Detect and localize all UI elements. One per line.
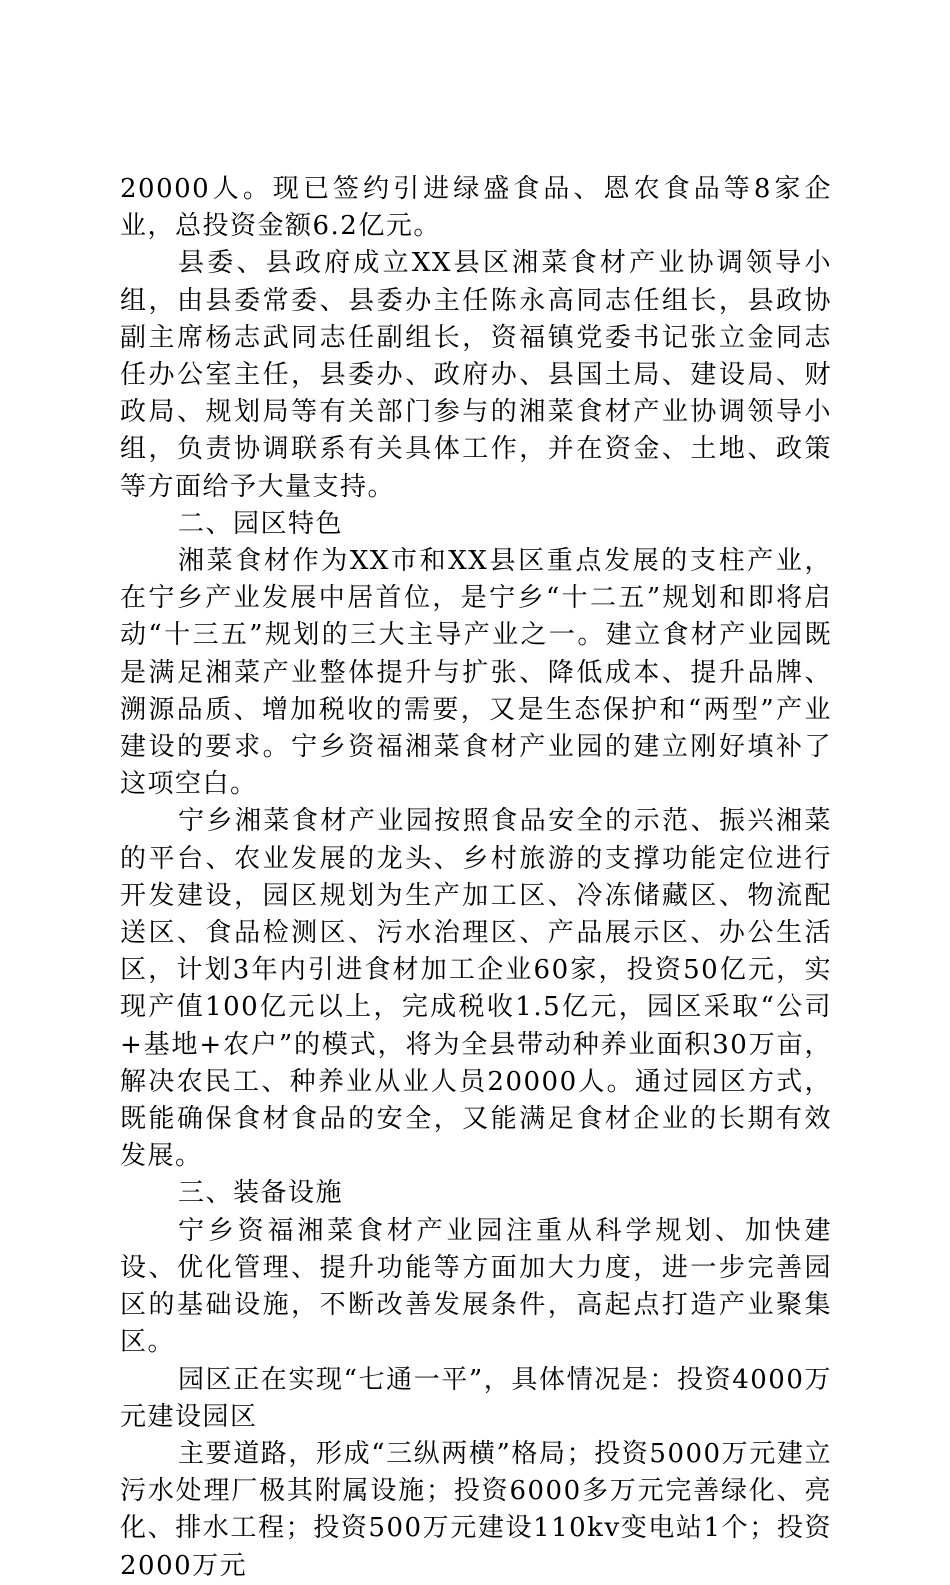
document-body (120, 171, 832, 1585)
paragraph: 宁乡湘菜食材产业园按照食品安全的示范、振兴湘菜的平台、农业发展的龙头、乡村旅游的支撑功能定位进行开发建设，园区规划为生产加工区、冷冻储藏区、物流配送区、食品检测区、污水治理区、产品展示区、办公生活区，计划3年内引进食材加工企业60家，投资50亿元，实现产值100亿元以上，完成税收1.5亿元，园区采取“公司+基地+农户”的模式，将为全县带动种养业面积30万亩，解决农民工、种养业从业人员20000人。通过园区方式，既能确保食材食品的安全，又能满足食材企业的长期有效发展。 (120, 806, 832, 1172)
section-heading: 二、园区特色 (178, 508, 344, 539)
paragraph: 县委、县政府成立XX县区湘菜食材产业协调领导小组，由县委常委、县委办主任陈永高同志任组长，县政协副主席杨志武同志任副组长，资福镇党委书记张立金同志任办公室主任，县委办、政府办、县国土局、建设局、财政局、规划局等有关部门参与的湘菜食材产业协调领导小组，负责协调联系有关具体工作，并在资金、土地、政策等方面给予大量支持。 (120, 248, 832, 502)
section-heading: 三、装备设施 (178, 1178, 344, 1209)
paragraph: 园区正在实现“七通一平”，具体情况是：投资4000万元建设园区 (120, 1364, 832, 1432)
paragraph: 宁乡资福湘菜食材产业园注重从科学规划、加快建设、优化管理、提升功能等方面加大力度，进一步完善园区的基础设施，不断改善发展条件，高起点打造产业聚集区。 (120, 1215, 832, 1358)
paragraph: 20000人。现已签约引进绿盛食品、恩农食品等8家企业，总投资金额6.2亿元。 (120, 174, 832, 242)
paragraph: 湘菜食材作为XX市和XX县区重点发展的支柱产业，在宁乡产业发展中居首位，是宁乡“十二五”规划和即将启动“十三五”规划的三大主导产业之一。建立食材产业园既是满足湘菜产业整体提升与扩张、降低成本、提升品牌、溯源品质、增加税收的需要，又是生态保护和“两型”产业建设的要求。宁乡资福湘菜食材产业园的建立刚好填补了这项空白。 (120, 546, 832, 800)
paragraph: 主要道路，形成“三纵两横”格局；投资5000万元建立污水处理厂极其附属设施；投资6000多万元完善绿化、亮化、排水工程；投资500万元建设110kv变电站1个；投资2000万元 (120, 1438, 832, 1581)
